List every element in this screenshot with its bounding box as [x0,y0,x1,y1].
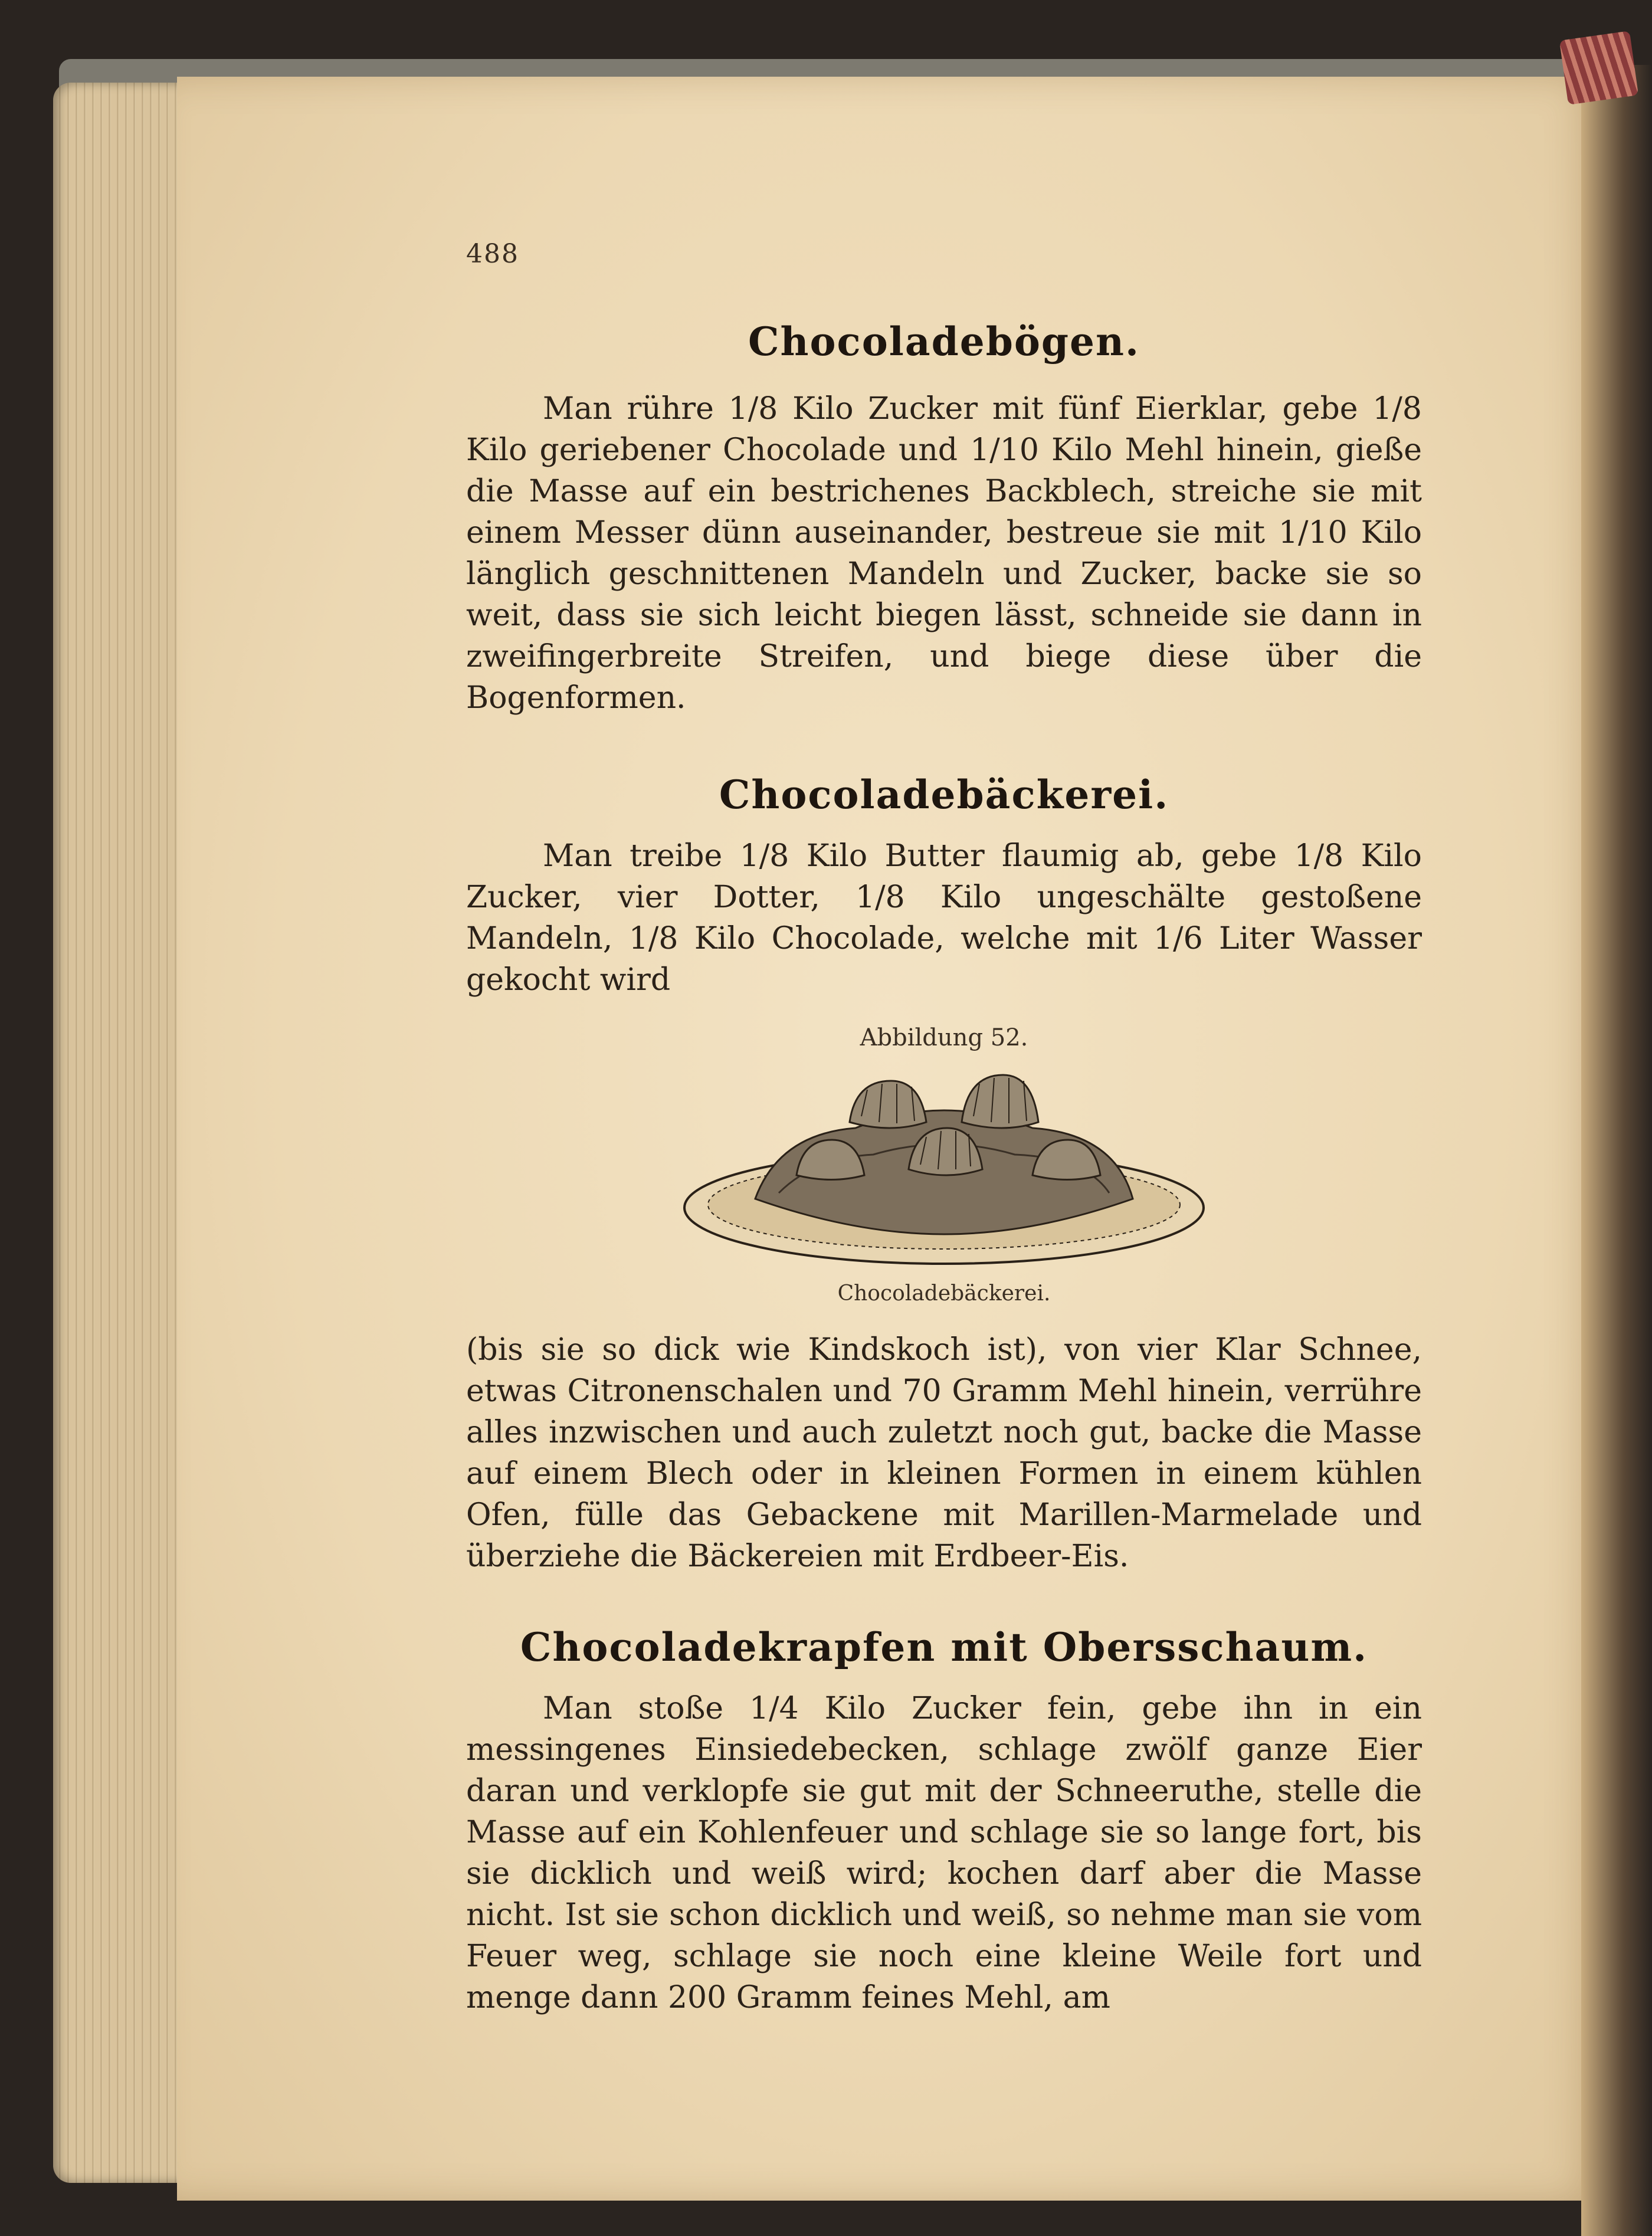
recipe-text-chocoladeboegen: Man rühre 1/8 Kilo Zucker mit fünf Eierklar, gebe 1/8 Kilo geriebener Chocolade und 1/10 Kilo Mehl hinein, gieße die Masse auf ein bestrichenes Backblech, streiche sie mit einem Messer dünn auseinander, bestreue sie mit 1/10 Kilo länglich geschnittenen Mandeln und Zucker, backe sie so weit, dass sie sich leicht biegen lässt, schneide sie dann in zweifingerbreite Streifen, und biege diese über die Bogenformen. [466,391,1422,716]
recipe-text-chocoladebaeckerei-part2: (bis sie so dick wie Kindskoch ist), von vier Klar Schnee, etwas Citronenschalen und 70 Gramm Mehl hinein, verrühre alles inzwischen und auch zuletzt noch gut, backe die Masse auf einem Blech oder in kleinen Formen in einem kühlen Ofen, fülle das Gebackene mit Marillen-Marmelade und überziehe die Bäckereien mit Erdbeer-Eis. [466,1332,1422,1574]
section-title-chocoladekrapfen: Chocoladekrapfen mit Obersschaum. [520,1624,1368,1670]
page-number: 488 [466,239,519,269]
book-gutter [1581,65,1652,2236]
page-content [466,224,1422,2018]
section-title-chocoladeboegen: Chocoladebögen. [748,319,1140,365]
figure-caption: Chocoladebäckerei. [837,1281,1051,1306]
figure-label: Abbildung 52. [860,1024,1028,1051]
recipe-text-chocoladekrapfen: Man stoße 1/4 Kilo Zucker fein, gebe ihn in ein messingenes Einsiedebecken, schlage zwölf ganze Eier daran und verklopfe sie gut mit der Schneeruthe, stelle die Masse auf ein Kohlenfeuer und schlage sie so lange fort, bis sie dicklich und weiß wird; kochen darf aber die Masse nicht. Ist sie schon dicklich und weiß, so nehme man sie vom Feuer weg, schlage sie noch eine kleine Weile fort und menge dann 200 Gramm feines Mehl, am [466,1691,1422,2015]
recipe-text-chocoladebaeckerei-part1: Man treibe 1/8 Kilo Butter flaumig ab, gebe 1/8 Kilo Zucker, vier Dotter, 1/8 Kilo ungeschälte gestoßene Mandeln, 1/8 Kilo Chocolade, welche mit 1/6 Liter Wasser gekocht wird [466,838,1422,998]
bookmark-ribbon [1559,31,1638,105]
section-title-chocoladebaeckerei: Chocoladebäckerei. [719,772,1169,818]
cake-illustration [678,1057,1210,1270]
